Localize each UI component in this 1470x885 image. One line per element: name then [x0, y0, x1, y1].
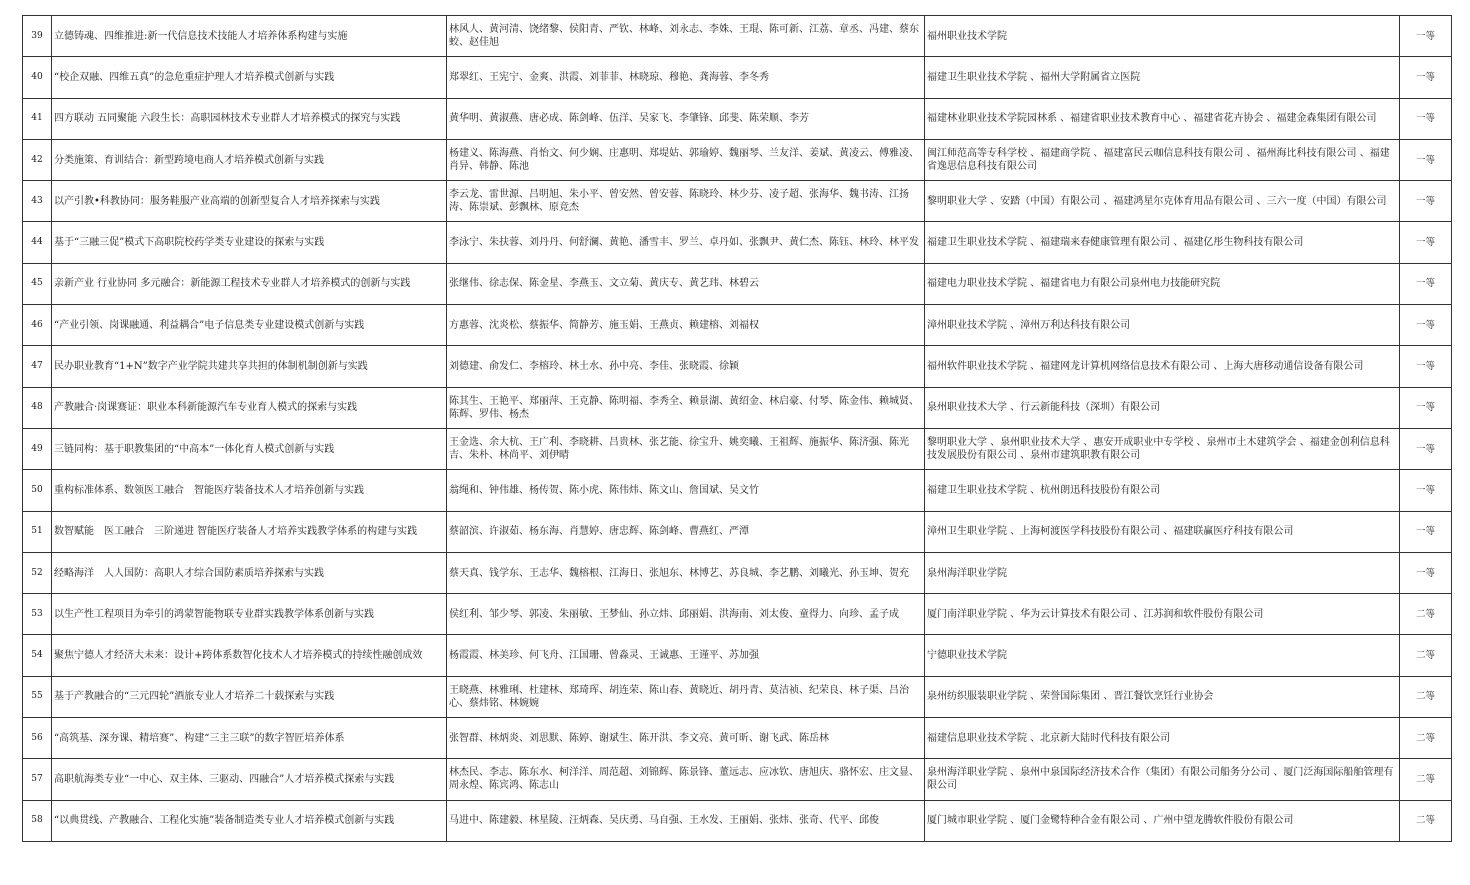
table-row: [23, 263, 1452, 304]
award-grade: 二等: [1400, 800, 1452, 841]
team-members: 王金选、余大杭、王广利、李晓耕、吕贵林、张艺能、徐宝升、姚奕曦、王祖辉、施振华、陈济强、陈光吉、朱朴、林尚平、刘伊晴: [447, 428, 925, 469]
team-members: 李泳宁、朱扶蓉、刘丹丹、何舒澜、黄艳、潘雪丰、罗兰、卓丹如、张飘尹、黄仁杰、陈钰、林玲、林平发: [447, 222, 925, 263]
table-row: [23, 511, 1452, 552]
row-number: 49: [23, 428, 52, 469]
table-row: [23, 222, 1452, 263]
institutions: 闽江师范高等专科学校 、福建商学院 、福建富民云咖信息科技有限公司 、福州海比科技有限公司 、福建省逸思信息科技有限公司: [925, 139, 1400, 180]
award-grade: 一等: [1400, 387, 1452, 428]
table-row: [23, 139, 1452, 180]
table-row: [23, 635, 1452, 676]
team-members: 杨建义、陈海燕、肖怡文、何少娴、庄惠明、郑堤姑、郭瑜婷、魏丽琴、兰友洋、姜斌、黄凌云、傅雅凌、肖异、韩静、陈池: [447, 139, 925, 180]
team-members: 陈其生、王艳平、郑丽萍、王克静、陈明福、李秀全、赖景湖、黄绍金、林启豪、付琴、陈金伟、赖城贤、陈辉、罗伟、杨杰: [447, 387, 925, 428]
table-row: [23, 16, 1452, 57]
row-number: 48: [23, 387, 52, 428]
row-number: 44: [23, 222, 52, 263]
row-number: 46: [23, 305, 52, 346]
project-title: 经略海洋 人人国防：高职人才综合国防素质培养探索与实践: [52, 552, 447, 593]
table-row: [23, 759, 1452, 800]
award-grade: 一等: [1400, 305, 1452, 346]
table-row: [23, 718, 1452, 759]
row-number: 54: [23, 635, 52, 676]
institutions: 厦门南洋职业学院 、华为云计算技术有限公司 、江苏润和软件股份有限公司: [925, 594, 1400, 635]
project-title: 三链同构：基于职教集团的“中高本”一体化育人模式创新与实践: [52, 428, 447, 469]
team-members: 方惠蓉、沈炎松、蔡振华、简静芳、施玉娟、王燕贞、赖建榕、刘福权: [447, 305, 925, 346]
project-title: 亲新产业 行业协同 多元融合：新能源工程技术专业群人才培养模式的创新与实践: [52, 263, 447, 304]
team-members: 蔡韶滨、许淑茹、杨东海、肖慧婷、唐忠辉、陈剑峰、曹燕红、严潭: [447, 511, 925, 552]
team-members: 刘德建、俞发仁、李榕玲、林土水、孙中亮、李佳、张晓霞、徐颖: [447, 346, 925, 387]
project-title: “高筑基、深夯课、精培赛”、构建“三主三联”的数字智匠培养体系: [52, 718, 447, 759]
row-number: 53: [23, 594, 52, 635]
table-row: [23, 676, 1452, 717]
team-members: 林杰民、李志、陈东水、柯洋洋、周范超、刘锦辉、陈景锋、董远志、应冰钦、唐旭庆、骆怀宏、庄文显、周永煌、陈宾鸿、陈志山: [447, 759, 925, 800]
institutions: 漳州卫生职业学院 、上海柯渡医学科技股份有限公司 、福建联赢医疗科技有限公司: [925, 511, 1400, 552]
row-number: 41: [23, 98, 52, 139]
row-number: 56: [23, 718, 52, 759]
project-title: 民办职业教育“1+N”数字产业学院共建共享共担的体制机制创新与实践: [52, 346, 447, 387]
project-title: 立德铸魂、四维推进:新一代信息技术技能人才培养体系构建与实施: [52, 16, 447, 57]
table-row: [23, 346, 1452, 387]
table-row: [23, 181, 1452, 222]
row-number: 58: [23, 800, 52, 841]
project-title: 基于“三融三促”模式下高职院校药学类专业建设的探索与实践: [52, 222, 447, 263]
award-grade: 一等: [1400, 57, 1452, 98]
project-title: 以产引教•科教协同：服务鞋服产业高端的创新型复合人才培养探索与实践: [52, 181, 447, 222]
table-row: [23, 800, 1452, 841]
team-members: 李云龙、雷世源、吕明旭、朱小平、曾安然、曾安蓉、陈晓玲、林少芬、凌子超、张海华、魏书涛、江扬涛、陈崇斌、彭飘林、原竞杰: [447, 181, 925, 222]
institutions: 福建林业职业技术学院园林系 、福建省职业技术教育中心 、福建省花卉协会 、福建金森集团有限公司: [925, 98, 1400, 139]
institutions: 泉州职业技术大学 、行云新能科技（深圳）有限公司: [925, 387, 1400, 428]
award-grade: 二等: [1400, 718, 1452, 759]
project-title: 以生产性工程项目为牵引的鸿蒙智能物联专业群实践教学体系创新与实践: [52, 594, 447, 635]
table-body: [23, 16, 1452, 842]
team-members: 侯红利、邹少琴、郭凌、朱丽敏、王梦仙、孙立炜、邱丽娟、洪海南、刘太俊、童得力、向珍、孟子成: [447, 594, 925, 635]
award-grade: 一等: [1400, 470, 1452, 511]
row-number: 55: [23, 676, 52, 717]
award-grade: 一等: [1400, 16, 1452, 57]
team-members: 张智群、林炳炎、刘思默、陈婷、谢斌生、陈开洪、李文亮、黄可昕、谢飞武、陈岳林: [447, 718, 925, 759]
institutions: 福州软件职业技术学院 、福建网龙计算机网络信息技术有限公司 、上海大唐移动通信设备有限公司: [925, 346, 1400, 387]
institutions: 泉州海洋职业学院 、泉州中泉国际经济技术合作（集团）有限公司船务分公司 、厦门泛海国际船舶管理有限公司: [925, 759, 1400, 800]
award-grade: 一等: [1400, 428, 1452, 469]
award-grade: 一等: [1400, 181, 1452, 222]
institutions: 宁德职业技术学院: [925, 635, 1400, 676]
team-members: 林风人、黄河清、饶绪黎、侯阳青、严钦、林峰、刘永志、李姝、王琨、陈可新、江荔、章丞、冯建、蔡东蛟、赵佳旭: [447, 16, 925, 57]
project-title: 基于产教融合的“三元四轮”酒旅专业人才培养二十载探索与实践: [52, 676, 447, 717]
row-number: 45: [23, 263, 52, 304]
table-row: [23, 470, 1452, 511]
award-grade: 二等: [1400, 759, 1452, 800]
institutions: 厦门城市职业学院 、厦门金鹭特种合金有限公司 、广州中望龙腾软件股份有限公司: [925, 800, 1400, 841]
row-number: 42: [23, 139, 52, 180]
project-title: 分类施策、育训结合：新型跨境电商人才培养模式创新与实践: [52, 139, 447, 180]
table-row: [23, 98, 1452, 139]
project-title: “校企双融、四维五真”的急危重症护理人才培养模式创新与实践: [52, 57, 447, 98]
table-row: [23, 57, 1452, 98]
institutions: 泉州纺织服装职业学院 、荣誉国际集团 、晋江餐饮烹饪行业协会: [925, 676, 1400, 717]
table-row: [23, 594, 1452, 635]
institutions: 福建卫生职业技术学院 、杭州朗迅科技股份有限公司: [925, 470, 1400, 511]
team-members: 王晓燕、林雅琍、杜建林、郑琦珲、胡连荣、陈山春、黄晓近、胡丹青、莫洁祯、纪荣良、林子渠、吕治心、蔡炜铭、林婉婉: [447, 676, 925, 717]
award-grade: 二等: [1400, 594, 1452, 635]
award-grade: 一等: [1400, 98, 1452, 139]
table-row: [23, 305, 1452, 346]
table-row: [23, 552, 1452, 593]
row-number: 51: [23, 511, 52, 552]
row-number: 50: [23, 470, 52, 511]
team-members: 杨霞霞、林美珍、何飞舟、江国珊、曾淼灵、王诚惠、王谨平、苏加强: [447, 635, 925, 676]
award-grade: 二等: [1400, 635, 1452, 676]
team-members: 张继伟、徐志保、陈金星、李燕玉、文立菊、黄庆专、黄艺玮、林碧云: [447, 263, 925, 304]
team-members: 马进中、陈建毅、林星陵、汪炳森、吴庆勇、马自强、王水发、王丽娟、张炜、张奇、代平、邱俊: [447, 800, 925, 841]
project-title: 高职航海类专业“一中心、双主体、三驱动、四融合”人才培养模式探索与实践: [52, 759, 447, 800]
institutions: 泉州海洋职业学院: [925, 552, 1400, 593]
row-number: 40: [23, 57, 52, 98]
project-title: 数智赋能 医工融合 三阶递进 智能医疗装备人才培养实践教学体系的构建与实践: [52, 511, 447, 552]
row-number: 39: [23, 16, 52, 57]
institutions: 福建卫生职业技术学院 、福州大学附属省立医院: [925, 57, 1400, 98]
award-grade: 二等: [1400, 676, 1452, 717]
row-number: 57: [23, 759, 52, 800]
award-grade: 一等: [1400, 263, 1452, 304]
institutions: 福州职业技术学院: [925, 16, 1400, 57]
project-title: “以典贯线、产教融合、工程化实施”装备制造类专业人才培养模式创新与实践: [52, 800, 447, 841]
project-title: “产业引领、岗课融通、利益耦合”电子信息类专业建设模式创新与实践: [52, 305, 447, 346]
row-number: 47: [23, 346, 52, 387]
row-number: 43: [23, 181, 52, 222]
institutions: 黎明职业大学 、安踏（中国）有限公司 、福建鸿星尔克体育用品有限公司 、三六一度（中国）有限公司: [925, 181, 1400, 222]
institutions: 福建电力职业技术学院 、福建省电力有限公司泉州电力技能研究院: [925, 263, 1400, 304]
project-title: 重构标准体系、数领医工融合 智能医疗装备技术人才培养创新与实践: [52, 470, 447, 511]
team-members: 蔡天真、钱学东、王志华、魏榕根、江海日、张旭东、林博艺、苏良城、李艺鹏、刘曦光、孙玉坤、贺充: [447, 552, 925, 593]
award-grade: 一等: [1400, 222, 1452, 263]
project-title: 产教融合·岗课赛证：职业本科新能源汽车专业育人模式的探索与实践: [52, 387, 447, 428]
table-row: [23, 387, 1452, 428]
table-row: [23, 428, 1452, 469]
award-grade: 一等: [1400, 511, 1452, 552]
project-title: 聚焦宁德人才经济大未来：设计+跨体系数智化技术人才培养模式的持续性融创成效: [52, 635, 447, 676]
team-members: 翁绳和、钟伟雄、杨传贺、陈小虎、陈伟炜、陈文山、詹国斌、吴文竹: [447, 470, 925, 511]
row-number: 52: [23, 552, 52, 593]
team-members: 黄华明、黄淑燕、唐必成、陈剑峰、伍洋、吴家飞、李肇锋、邱斐、陈荣顺、李芳: [447, 98, 925, 139]
institutions: 漳州职业技术学院 、漳州万利达科技有限公司: [925, 305, 1400, 346]
award-grade: 一等: [1400, 346, 1452, 387]
award-grade: 一等: [1400, 552, 1452, 593]
award-grade: 一等: [1400, 139, 1452, 180]
awards-table-page: [22, 15, 1451, 842]
awards-table: [22, 15, 1452, 842]
institutions: 福建卫生职业技术学院 、福建瑞来春健康管理有限公司 、福建亿彤生物科技有限公司: [925, 222, 1400, 263]
team-members: 郑翠红、王宪宁、金爽、洪霞、刘菲菲、林晓琼、穆艳、龚海蓉、李冬秀: [447, 57, 925, 98]
institutions: 福建信息职业技术学院 、北京新大陆时代科技有限公司: [925, 718, 1400, 759]
institutions: 黎明职业大学 、泉州职业技术大学 、惠安开成职业中专学校 、泉州市土木建筑学会 、福建金创利信息科技发展股份有限公司 、泉州市建筑职教有限公司: [925, 428, 1400, 469]
project-title: 四方联动 五同聚能 六段生长：高职园林技术专业群人才培养模式的探究与实践: [52, 98, 447, 139]
